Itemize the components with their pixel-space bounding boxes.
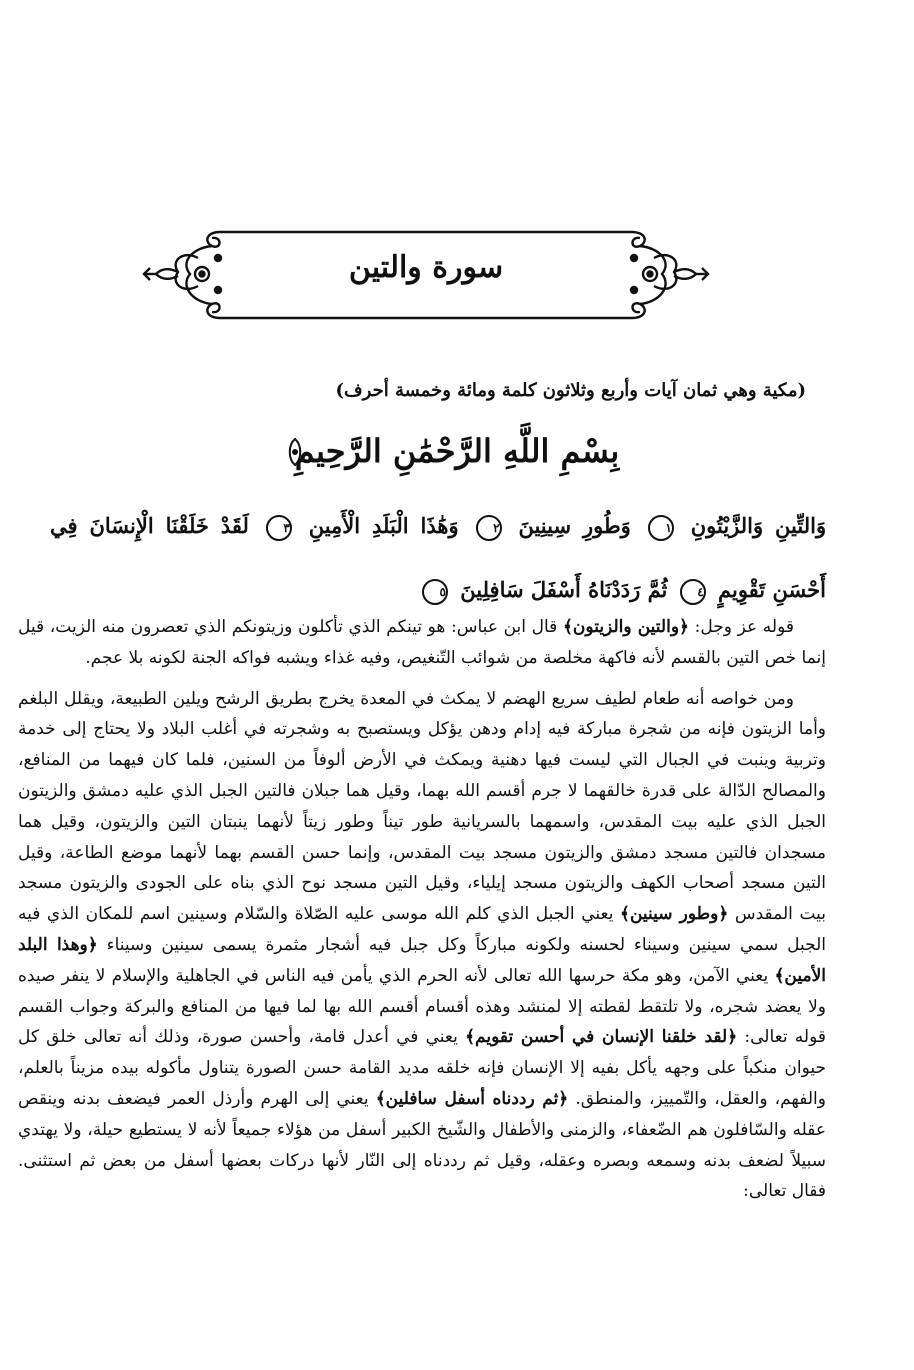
verse-number-marker: ٤ [680,579,706,605]
verse-number-marker: ٥ [422,579,448,605]
quran-verses [50,494,826,622]
commentary-text: قوله عز وجل: [689,617,794,637]
surah-intro-note: (مكية وهي ثمان آيات وأربع وثلاثون كلمة ومائة وخمسة أحرف) [335,380,806,401]
commentary-text: يعني إلى الهرم وأرذل العمر فيضعف بدنه وينقص عقله والسّافلون هم الضّعفاء، والزمنى والأطفال والشّيخ الكبير أسفل من هؤلاء جميعاً لأنه لا يستطيع حيلة، ولا يهتدي سبيلاً لضعف بدنه وسمعه وبصره وعقله، وقيل ثم رددناه إلى النّار لأنها دركات بعضها أسفل من بعض ثم استثنى. فقال تعالى: [18,1088,826,1202]
verse-text: ثُمَّ رَدَدْنَاهُ أَسْفَلَ سَافِلِينَ [460,577,668,602]
verse-number-marker: ٣ [266,515,292,541]
quoted-verse: ﴿والتين والزيتون﴾ [562,617,689,637]
quoted-verse: ﴿لقد خلقنا الإنسان في أحسن تقويم﴾ [465,1027,738,1048]
commentary-paragraph [18,684,826,1208]
verse-text: وَطُورِ سِينِينَ [518,513,631,538]
verse-text: وَالتِّينِ وَالزَّيْتُونِ [690,513,827,538]
commentary-text: ومن خواصه أنه طعام لطيف سريع الهضم لا يمكث في المعدة يخرج بطريق الرشح ويلين الطبيعة، ويقلل البلغم وأما الزيتون فإنه من شجرة مباركة فيه إدام ودهن يؤكل ويستصبح به وشجرته في أغلب البلاد ولا يحتاج إلى خدمة وتربية وينبت في الجبال التي ليست فيها دهنية ويمكث في الأرض ألوفاً من السنين، فلما كان فيهما من المنافع، والمصالح الدّالة على قدرة خالقهما لا جرم أقسم الله بهما، وقيل هما جبلان فالتين الجبل الذي عليه دمشق والزيتون الجبل الذي عليه بيت المقدس، واسمهما بالسريانية طور تيناً وطور زيتاً لأنهما ينبتان التين والزيتون، وقيل هما مسجدان فالتين مسجد دمشق والزيتون مسجد بيت المقدس، وإنما حسن القسم بهما لأنهما موضع الطاعة، وقيل التين مسجد أصحاب الكهف والزيتون مسجد إيلياء، وقيل التين مسجد نوح الذي بناه على الجودى والزيتون مسجد بيت المقدس [18,688,826,925]
commentary-text: يعني في أعدل قامة، وأحسن صورة، وذلك أنه تعالى خلق كل حيوان منكباً على وجهه يأكل بفيه إلا الإنسان فإنه خلقه مديد القامة حسن الصورة يتناول مأكوله بيده مزيناً بالعلم، والفهم، والعقل، والتّمييز، والمنطق. [18,1027,826,1109]
surah-title: سورة والتين [348,250,504,285]
surah-title-banner [140,228,712,322]
quoted-verse: ﴿وهذا البلد الأمين﴾ [18,934,826,986]
commentary-text: يعني الآمن، وهو مكة حرسها الله تعالى لأنه الحرم الذي يأمن فيه الناس في الجاهلية والإسلام لا ينفر صيده ولا يعضد شجره، ولا تلتقط لقطته إلا لمنشد وهذه أقسام أقسم الله بها لما فيها من المنافع والبركة وجواب القسم قوله تعالى: [18,965,826,1048]
quoted-verse: ﴿ثم رددناه أسفل سافلين﴾ [375,1088,569,1109]
verse-number-marker: ٢ [476,515,502,541]
commentary-text: قال ابن عباس: هو تينكم الذي تأكلون وزيتونكم الذي تعصرون منه الزيت، قيل إنما خص التين بالقسم لأنه فاكهة مخلصة من شوائب التّنغيص، وفيه غذاء ويشبه فواكه الجنة لكونه بلا عجم. [18,617,826,668]
quoted-verse: ﴿وطور سينين﴾ [620,904,729,925]
verse-number-marker: ١ [648,515,674,541]
verse-text: وَهَٰذَا الْبَلَدِ الْأَمِينِ [308,513,459,538]
verse-text: لَقَدْ خَلَقْنَا الْإِنسَانَ فِي أَحْسَنِ تَقْوِيمٍ [50,513,826,602]
basmala: بِسْمِ اللَّهِ الرَّحْمَٰنِ الرَّحِيمِ [294,432,620,470]
commentary-text: يعني الجبل الذي كلم الله موسى عليه الصّلاة والسّلام وسينين اسم للمكان الذي فيه الجبل سمي سينين وسيناء لحسنه ولكونه مباركاً وكل جبل فيه أشجار مثمرة يسمى سينين وسيناء [18,904,826,955]
tafsir-commentary [18,612,826,1207]
commentary-paragraph [18,612,826,674]
